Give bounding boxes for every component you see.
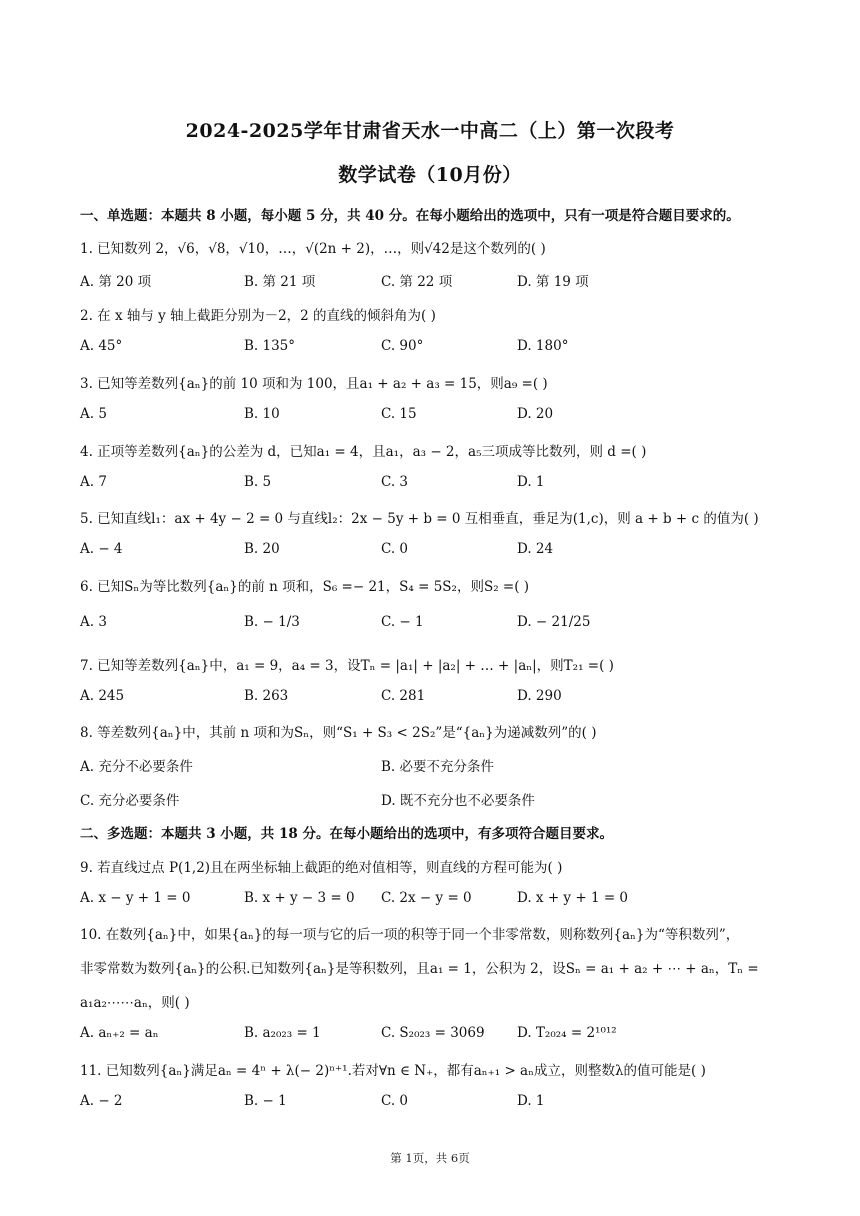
- question-7-option-c: C. 281: [381, 688, 426, 704]
- question-10-stem-line-1: 10. 在数列{aₙ}中，如果{aₙ}的每一项与它的后一项的积等于同一个非零常数，则称数列{aₙ}为“等积数列”，: [80, 927, 740, 943]
- question-3-option-d: D. 20: [517, 406, 554, 422]
- question-6-option-c: C. − 1: [381, 614, 424, 630]
- question-1-option-b: B. 第 21 项: [244, 274, 316, 290]
- question-9-option-a: A. x − y + 1 = 0: [80, 890, 191, 906]
- question-9-stem: 9. 若直线过点 P(1,2)且在两坐标轴上截距的绝对值相等，则直线的方程可能为( ): [80, 860, 563, 876]
- question-2-option-c: C. 90°: [381, 338, 424, 354]
- question-5-stem: 5. 已知直线l₁：ax + 4y − 2 = 0 与直线l₂：2x − 5y + b = 0 互相垂直，垂足为(1,c)，则 a + b + c 的值为( ): [80, 511, 759, 527]
- exam-title: 2024-2025学年甘肃省天水一中高二（上）第一次段考: [185, 120, 675, 142]
- question-10-option-b: B. a₂₀₂₃ = 1: [244, 1025, 321, 1041]
- question-7-stem: 7. 已知等差数列{aₙ}中，a₁ = 9，a₄ = 3，设Tₙ = |a₁| + |a₂| + … + |aₙ|，则T₂₁ =( ): [80, 658, 614, 674]
- question-1-option-c: C. 第 22 项: [381, 274, 453, 290]
- question-8-option-a: A. 充分不必要条件: [80, 759, 193, 775]
- question-2-option-a: A. 45°: [80, 338, 123, 354]
- question-11-option-d: D. 1: [517, 1093, 545, 1109]
- exam-subtitle: 数学试卷（10月份）: [338, 164, 522, 186]
- question-3-option-a: A. 5: [80, 406, 107, 422]
- question-9-option-d: D. x + y + 1 = 0: [517, 890, 629, 906]
- question-8-stem: 8. 等差数列{aₙ}中，其前 n 项和为Sₙ，则“S₁ + S₃ < 2S₂”是“{aₙ}为递减数列”的( ): [80, 725, 597, 741]
- question-10-stem-line-2: 非零常数为数列{aₙ}的公积.已知数列{aₙ}是等积数列，且a₁ = 1，公积为 2，设Sₙ = a₁ + a₂ + ⋯ + aₙ，Tₙ =: [80, 961, 759, 977]
- question-8-option-b: B. 必要不充分条件: [381, 759, 495, 775]
- question-4-stem: 4. 正项等差数列{aₙ}的公差为 d，已知a₁ = 4，且a₁，a₃ − 2，a₅三项成等比数列，则 d =( ): [80, 444, 647, 460]
- question-11-option-a: A. − 2: [80, 1093, 123, 1109]
- question-2-stem: 2. 在 x 轴与 y 轴上截距分别为－2，2 的直线的倾斜角为( ): [80, 308, 436, 324]
- section-heading-single-choice: 一、单选题：本题共 8 小题，每小题 5 分，共 40 分。在每小题给出的选项中，只有一项是符合题目要求的。: [80, 208, 740, 224]
- question-9-option-b: B. x + y − 3 = 0: [244, 890, 355, 906]
- question-1-option-d: D. 第 19 项: [517, 274, 589, 290]
- question-5-option-c: C. 0: [381, 541, 409, 557]
- question-5-option-a: A. − 4: [80, 541, 123, 557]
- question-4-option-b: B. 5: [244, 474, 272, 490]
- question-11-stem: 11. 已知数列{aₙ}满足aₙ = 4ⁿ + λ(− 2)ⁿ⁺¹.若对∀n ∈ N₊，都有aₙ₊₁ > aₙ成立，则整数λ的值可能是( ): [80, 1063, 706, 1079]
- question-11-option-c: C. 0: [381, 1093, 409, 1109]
- question-11-option-b: B. − 1: [244, 1093, 287, 1109]
- question-9-option-c: C. 2x − y = 0: [381, 890, 472, 906]
- question-4-option-a: A. 7: [80, 474, 107, 490]
- question-2-option-d: D. 180°: [517, 338, 569, 354]
- question-3-option-b: B. 10: [244, 406, 280, 422]
- question-7-option-d: D. 290: [517, 688, 562, 704]
- question-7-option-a: A. 245: [80, 688, 125, 704]
- question-6-option-b: B. − 1/3: [244, 614, 300, 630]
- question-4-option-d: D. 1: [517, 474, 545, 490]
- question-8-option-c: C. 充分必要条件: [80, 793, 180, 809]
- question-3-option-c: C. 15: [381, 406, 417, 422]
- question-1-option-a: A. 第 20 项: [80, 274, 152, 290]
- question-1-stem: 1. 已知数列 2，√6，√8，√10，…，√(2n + 2)，…，则√42是这个数列的( ): [80, 241, 546, 257]
- question-10-option-c: C. S₂₀₂₃ = 3069: [381, 1025, 485, 1041]
- question-6-option-d: D. − 21/25: [517, 614, 591, 630]
- page-footer: 第 1页，共 6页: [390, 1151, 470, 1165]
- question-10-stem-line-3: a₁a₂⋯⋯aₙ，则( ): [80, 995, 190, 1011]
- question-6-option-a: A. 3: [80, 614, 107, 630]
- section-heading-multiple-choice: 二、多选题：本题共 3 小题，共 18 分。在每小题给出的选项中，有多项符合题目要求。: [80, 826, 613, 842]
- question-6-stem: 6. 已知Sₙ为等比数列{aₙ}的前 n 项和，S₆ =− 21，S₄ = 5S₂，则S₂ =( ): [80, 579, 530, 595]
- question-2-option-b: B. 135°: [244, 338, 296, 354]
- question-4-option-c: C. 3: [381, 474, 409, 490]
- question-7-option-b: B. 263: [244, 688, 289, 704]
- question-5-option-d: D. 24: [517, 541, 554, 557]
- question-10-option-d: D. T₂₀₂₄ = 2¹⁰¹²: [517, 1025, 617, 1041]
- question-10-option-a: A. aₙ₊₂ = aₙ: [80, 1025, 159, 1041]
- question-3-stem: 3. 已知等差数列{aₙ}的前 10 项和为 100，且a₁ + a₂ + a₃ = 15，则a₉ =( ): [80, 376, 548, 392]
- question-5-option-b: B. 20: [244, 541, 280, 557]
- question-8-option-d: D. 既不充分也不必要条件: [381, 793, 535, 809]
